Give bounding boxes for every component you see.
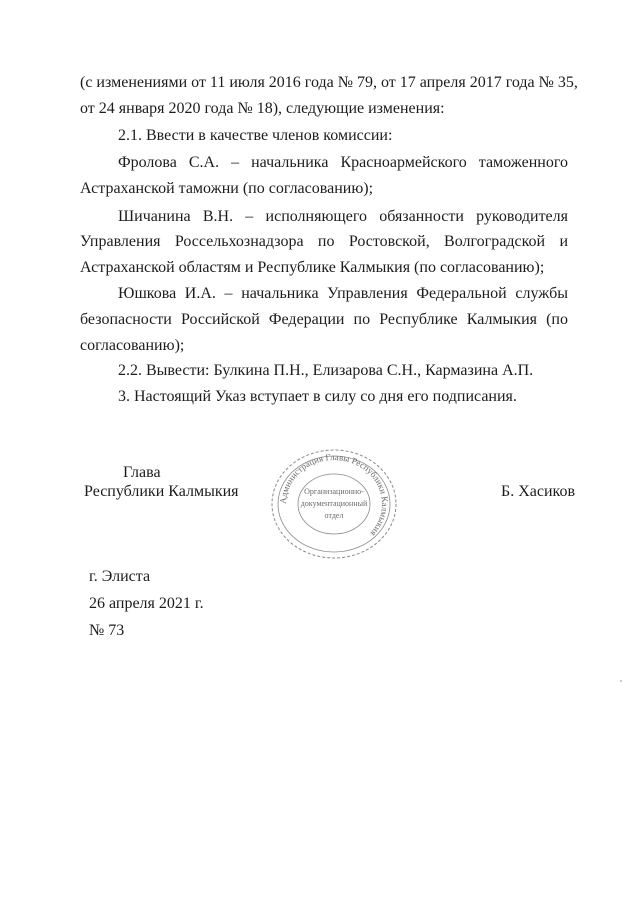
- scan-speck: [620, 680, 622, 682]
- paragraph-4-line-2: Управления Россельхознадзора по Ростовской, Волгоградской и: [80, 233, 568, 250]
- signature-name: Б. Хасиков: [501, 483, 576, 500]
- signature-title-line-2: Республики Калмыкия: [84, 483, 239, 500]
- paragraph-4-line-1: Шичанина В.Н. – исполняющего обязанности руководителя: [118, 208, 568, 225]
- seal-inner-line-1: Организационно-: [304, 487, 364, 496]
- paragraph-6: 2.2. Вывести: Булкина П.Н., Елизарова С.Н., Кармазина А.П.: [118, 362, 534, 379]
- seal-inner-line-2: документационный: [300, 499, 368, 508]
- paragraph-3-line-2: Астраханской таможни (по согласованию);: [80, 180, 374, 197]
- paragraph-2: 2.1. Ввести в качестве членов комиссии:: [118, 127, 393, 144]
- paragraph-5-line-2: безопасности Российской Федерации по Республике Калмыкия (по: [80, 311, 568, 328]
- paragraph-1-line-2: от 24 января 2020 года № 18), следующие изменения:: [80, 100, 445, 117]
- paragraph-5-line-1: Юшкова И.А. – начальника Управления Федеральной службы: [118, 285, 568, 302]
- footer-date: 26 апреля 2021 г.: [89, 595, 204, 612]
- seal-inner-line-3: отдел: [324, 511, 344, 520]
- paragraph-7: 3. Настоящий Указ вступает в силу со дня его подписания.: [118, 388, 517, 405]
- paragraph-4-line-3: Астраханской областям и Республике Калмыкия (по согласованию);: [80, 259, 545, 276]
- seal-outer-text: Администрация Главы Республики Калмыкия: [277, 451, 391, 539]
- official-seal: [266, 446, 402, 562]
- signature-title-line-1: Глава: [123, 464, 161, 481]
- footer-number: № 73: [89, 622, 125, 639]
- paragraph-3-line-1: Фролова С.А. – начальника Красноармейского таможенного: [118, 154, 568, 171]
- paragraph-1-line-1: (с изменениями от 11 июля 2016 года № 79, от 17 апреля 2017 года № 35,: [80, 74, 578, 91]
- paragraph-5-line-3: согласованию);: [80, 337, 185, 354]
- footer-city: г. Элиста: [89, 568, 151, 585]
